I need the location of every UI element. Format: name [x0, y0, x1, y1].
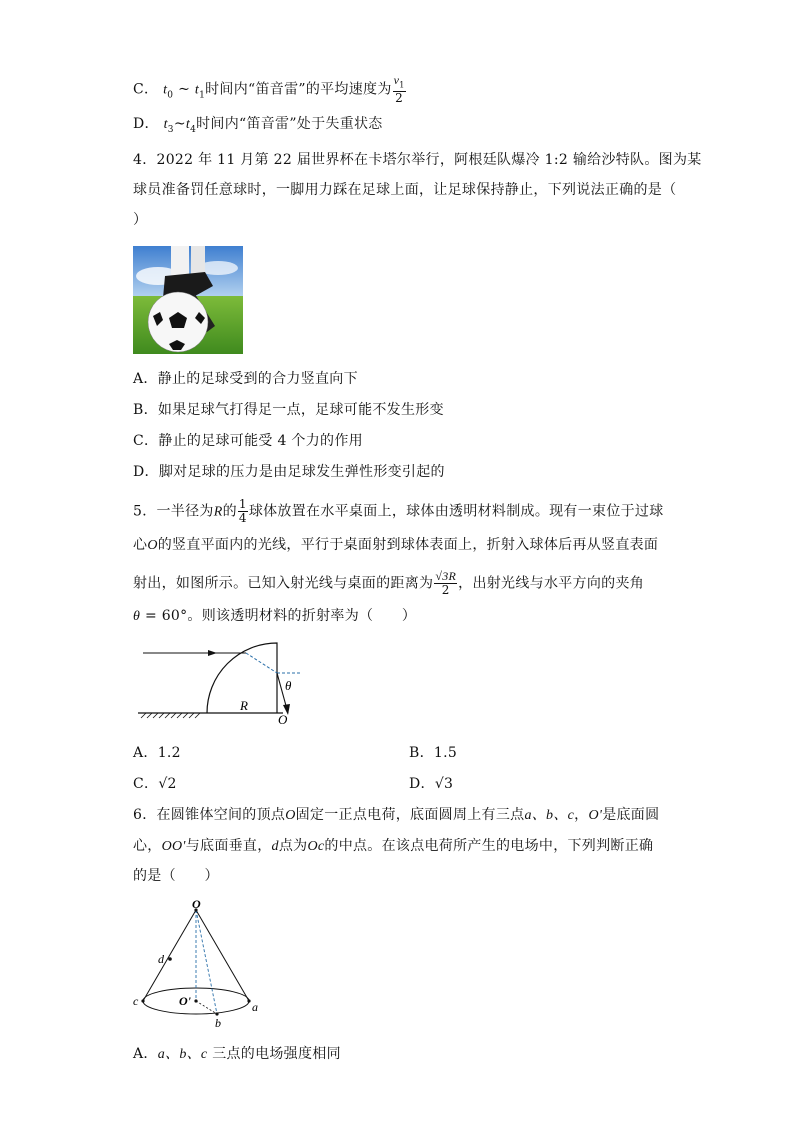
fig-Oprime-label: O'	[179, 994, 191, 1008]
fig-theta-label: θ	[285, 678, 292, 693]
q4-stem-line1: 4．2022 年 11 月第 22 届世界杯在卡塔尔举行，阿根廷队爆冷 1:2 输给沙特队。图为某	[133, 152, 702, 168]
fig-c-label: c	[133, 994, 139, 1008]
q6-stem-line3: 的是（ ）	[133, 868, 219, 884]
q4-option-c: C．静止的足球可能受 4 个力的作用	[133, 433, 363, 449]
q4-option-a: A．静止的足球受到的合力竖直向下	[133, 371, 358, 387]
quarter-fraction: $\frac{1}{4}$	[238, 497, 247, 525]
fig-O-label: O	[192, 897, 201, 911]
velocity-fraction: $\frac{v_1}{2}$	[393, 73, 405, 106]
q4-option-b: B．如果足球气打得足一点，足球可能不发生形变	[133, 402, 444, 418]
q6-cone-diagram	[133, 895, 273, 1035]
fig-R-label: R	[240, 698, 248, 713]
q5-option-b: B．1.5	[409, 745, 458, 761]
distance-fraction: $\frac{√3R}{2}$	[435, 569, 457, 597]
q3-option-d: D． $t_3\sim t_4$时间内“笛音雷”处于失重状态	[133, 116, 383, 135]
q4-option-d: D．脚对足球的压力是由足球发生弹性形变引起的	[133, 464, 445, 480]
q6-option-a: A．a、b、c 三点的电场强度相同	[133, 1046, 341, 1062]
fig-b-label: b	[215, 1016, 221, 1030]
q5-option-c: C．√2	[133, 776, 177, 792]
q6-stem-line2: 心，OO'与底面垂直，d点为Oc的中点。在该点电荷所产生的电场中，下列判断正确	[133, 838, 654, 854]
fig-O-label: O	[278, 712, 288, 727]
football-image	[133, 246, 243, 354]
q5-stem-line1: 5．一半径为R的 $\frac{1}{4}$ 球体放置在水平桌面上，球体由透明材料制成。现有一束位于过球	[133, 497, 664, 525]
q5-option-a: A．1.2	[133, 745, 181, 761]
q5-stem-line3: 射出，如图所示。已知入射光线与桌面的距离为 $\frac{√3R}{2}$ ，出射光线与水平方向的夹角	[133, 569, 645, 597]
q4-stem-line3: ）	[133, 212, 148, 228]
q5-option-d: D．√3	[409, 776, 454, 792]
q5-refraction-diagram	[133, 640, 313, 730]
q6-stem-line1: 6．在圆锥体空间的顶点O固定一正点电荷，底面圆周上有三点a、b、c，O'是底面圆	[133, 807, 660, 823]
q3-option-c: C． $t_0$ ~ $t_1$时间内“笛音雷”的平均速度为 $\frac{v_1}{2}$	[133, 73, 405, 106]
fig-d-label: d	[158, 952, 164, 966]
q5-stem-line2: 心O的竖直平面内的光线，平行于桌面射到球体表面上，折射入球体后再从竖直表面	[133, 537, 659, 553]
football-photo	[133, 246, 243, 354]
q4-stem-line2: 球员准备罚任意球时，一脚用力踩在足球上面，让足球保持静止，下列说法正确的是（	[133, 182, 677, 198]
fig-a-label: a	[252, 1000, 258, 1014]
q5-stem-line4: θ = 60°。则该透明材料的折射率为（ ）	[133, 608, 417, 624]
